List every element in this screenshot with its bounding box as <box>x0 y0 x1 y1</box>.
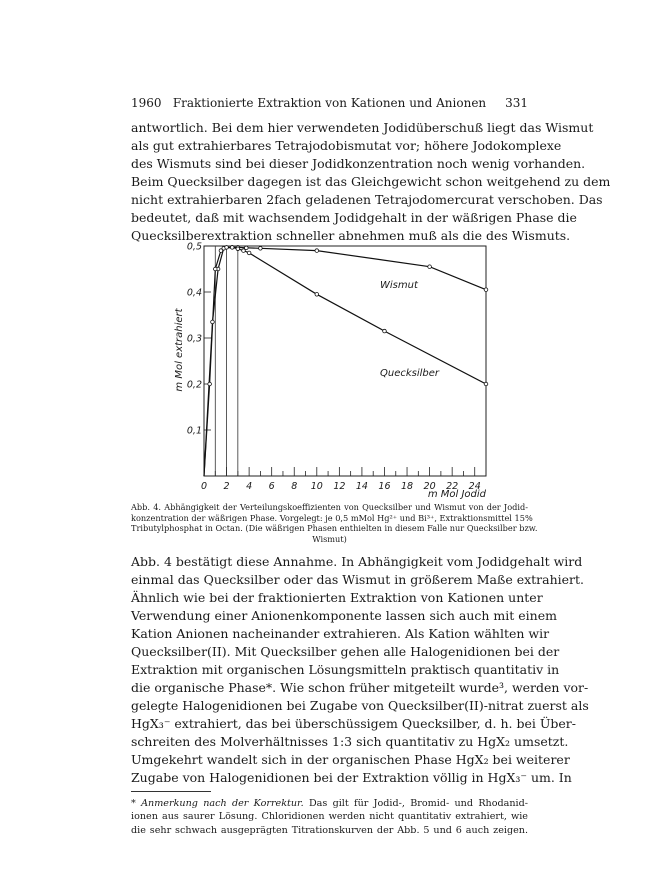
series-label-quecksilber: Quecksilber <box>380 368 440 379</box>
text-line: die organische Phase*. Wie schon früher mitgeteilt wurde³, werden vor- <box>131 680 589 695</box>
text-line: Umgekehrt wandelt sich in der organischen Phase HgX₂ bei weiterer <box>131 752 570 767</box>
caption-line: Abb. 4. Abhängigkeit der Verteilungskoeffizienten von Quecksilber und Wismut von der Jodid- <box>131 502 528 512</box>
x-tick-label: 6 <box>268 481 275 492</box>
text-line: schreiten des Molverhältnisses 1:3 sich quantitativ zu HgX₂ umsetzt. <box>131 734 569 749</box>
header-title: Fraktionierte Extraktion von Kationen und Anionen <box>172 96 487 110</box>
text-line: HgX₃⁻ extrahiert, das bei überschüssigem Quecksilber, d. h. bei Über- <box>131 716 576 731</box>
text-line: des Wismuts sind bei dieser Jodidkonzentration noch wenig vorhanden. <box>131 156 586 171</box>
y-tick-label: 0,1 <box>186 425 202 437</box>
data-point <box>247 251 251 255</box>
text-line: Abb. 4 bestätigt diese Annahme. In Abhängigkeit vom Jodidgehalt wird <box>131 554 583 569</box>
data-point <box>484 382 488 386</box>
data-point <box>315 249 319 253</box>
series-label-wismut: Wismut <box>380 280 418 291</box>
x-tick-label: 0 <box>200 481 208 492</box>
data-lines <box>204 247 486 476</box>
data-point <box>219 249 223 253</box>
data-point <box>236 247 240 251</box>
y-axis-label: m Mol extrahiert <box>174 308 185 392</box>
text-line: Quecksilberextraktion schneller abnehmen muß als die des Wismuts. <box>131 228 571 243</box>
data-point <box>259 247 263 251</box>
footnote-lead: * Anmerkung nach der Korrektur. <box>131 798 304 809</box>
page-number: 331 <box>505 96 528 110</box>
footnote <box>131 797 528 837</box>
header-year: 1960 <box>131 96 162 110</box>
data-point <box>211 320 215 324</box>
data-point <box>484 288 488 292</box>
x-tick-label: 2 <box>223 481 230 492</box>
text-line: Zugabe von Halogenidionen bei der Extraktion völlig in HgX₃⁻ um. In <box>131 770 572 785</box>
footnote-line <box>131 797 528 810</box>
text-line: Verwendung einer Anionenkomponente lassen sich auch mit einem <box>131 608 557 623</box>
text-line: einmal das Quecksilber oder das Wismut in größerem Maße extrahiert. <box>131 572 585 587</box>
text-line: bedeutet, daß mit wachsendem Jodidgehalt in der wäßrigen Phase die <box>131 210 577 225</box>
text-line: nicht extrahierbaren 2fach geladenen Tetrajodomercurat verschoben. Das <box>131 192 603 207</box>
x-tick-label: 22 <box>446 481 459 492</box>
caption-line: Wismut) <box>312 533 347 544</box>
y-tick-label: 0,3 <box>186 333 202 345</box>
paragraph-1 <box>131 119 611 245</box>
x-tick-label: 24 <box>468 481 481 492</box>
y-tick-label: 0,4 <box>186 287 202 299</box>
x-tick-label: 10 <box>310 481 323 492</box>
page-header <box>131 96 528 112</box>
figure-caption <box>131 502 538 544</box>
footnote-line: die sehr schwach ausgeprägten Titrationskurven der Abb. 5 und 6 auch zeigen. <box>131 824 528 836</box>
text-line: antwortlich. Bei dem hier verwendeten Jodidüberschuß liegt das Wismut <box>131 120 594 135</box>
text-line: Beim Quecksilber dagegen ist das Gleichgewicht schon weitgehend zu dem <box>131 174 611 189</box>
x-tick-label: 14 <box>355 481 368 492</box>
data-point <box>428 265 432 269</box>
data-point <box>213 267 217 271</box>
text-line: Ähnlich wie bei der fraktionierten Extraktion von Kationen unter <box>131 590 543 605</box>
text-line: als gut extrahierbares Tetrajodobismutat vor; höhere Jodokomplexe <box>131 138 562 153</box>
data-point <box>242 249 246 253</box>
data-point <box>230 246 234 250</box>
y-tick-label: 0,5 <box>186 241 202 253</box>
text-line: Extraktion mit organischen Lösungsmitteln praktisch quantitativ in <box>131 662 560 677</box>
x-tick-label: 4 <box>246 481 253 492</box>
x-tick-label: 12 <box>333 481 346 492</box>
footnote-text: Das gilt für Jodid-, Bromid- und Rhodanid- <box>303 798 528 809</box>
data-points <box>208 246 488 386</box>
text-line: Quecksilber(II). Mit Quecksilber gehen alle Halogenidionen bei der <box>131 644 560 659</box>
x-axis-label: m Mol Jodid <box>427 489 486 500</box>
data-point <box>315 293 319 297</box>
text-line: gelegte Halogenidionen bei Zugabe von Quecksilber(II)-nitrat zuerst als <box>131 698 589 713</box>
x-tick-label: 20 <box>423 481 436 492</box>
data-point <box>383 329 387 333</box>
series-line-quecksilber <box>204 247 486 476</box>
x-tick-label: 18 <box>400 481 414 492</box>
text-line: Kation Anionen nacheinander extrahieren. Als Kation wählten wir <box>131 626 550 641</box>
caption-line: konzentration der wäßrigen Phase. Vorgelegt: je 0,5 mMol Hg²⁺ und Bi³⁺, Extraktionsmittel 15% <box>131 512 533 523</box>
caption-line: Tributylphosphat in Octan. (Die wäßrigen Phasen enthielten in diesem Falle nur Quecksilber bzw. <box>131 523 538 533</box>
data-point <box>225 246 229 250</box>
paragraph-2 <box>131 553 589 787</box>
data-point <box>208 382 212 386</box>
x-tick-label: 8 <box>291 481 298 492</box>
grid-lines <box>215 246 238 476</box>
footnote-rule <box>131 791 211 792</box>
x-tick-label: 16 <box>378 481 391 492</box>
figure-4-chart <box>168 238 508 500</box>
y-tick-label: 0,2 <box>186 379 202 391</box>
plot-frame <box>204 246 486 476</box>
plot-border <box>204 246 486 476</box>
footnote-line: ionen aus saurer Lösung. Chloridionen werden nicht quantitativ extrahiert, wie <box>131 811 528 823</box>
